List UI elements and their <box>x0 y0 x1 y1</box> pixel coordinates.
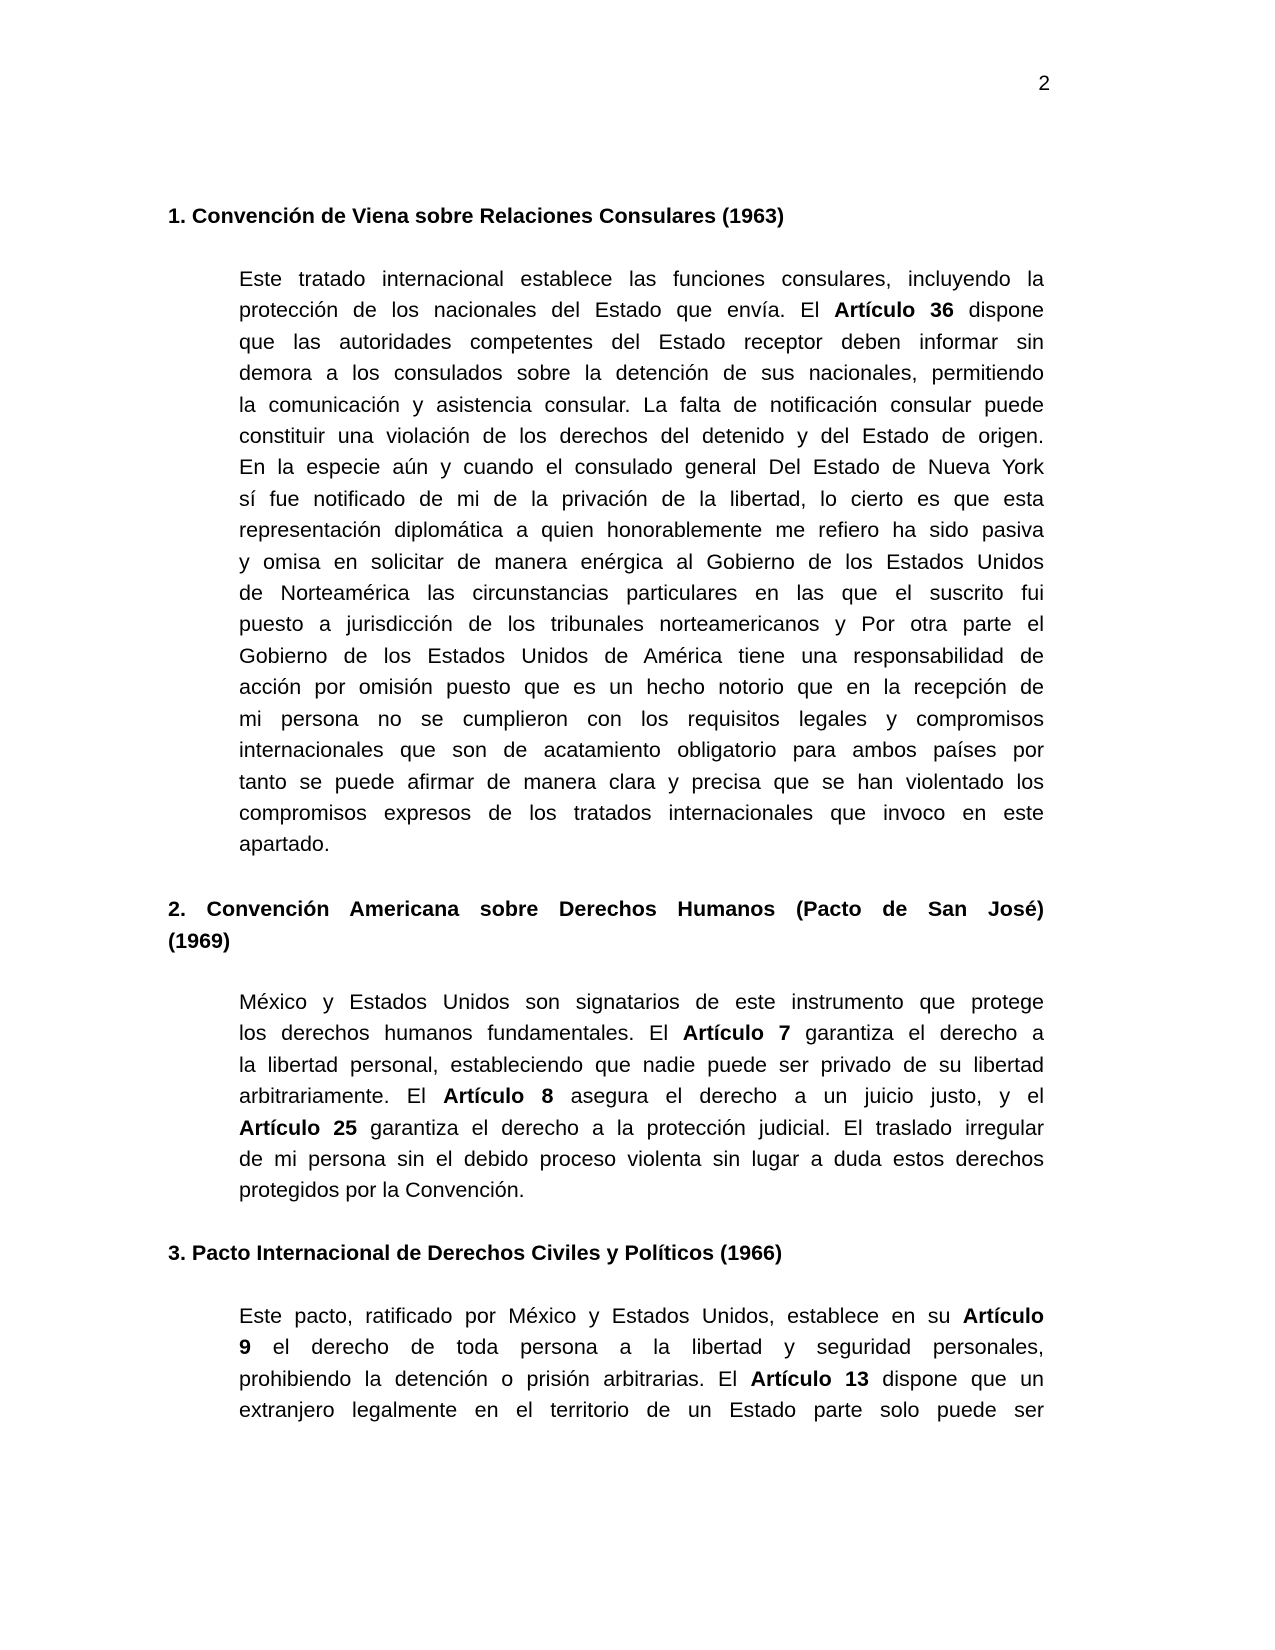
article-reference: Artículo 13 <box>750 1366 869 1391</box>
text-line: acción por omisión puesto que es un hecho notorio que en la recepción de <box>239 675 1044 700</box>
text-line: mi persona no se cumplieron con los requisitos legales y compromisos <box>239 706 1044 731</box>
text-line: Este tratado internacional establece las funciones consulares, incluyendo la <box>239 267 1044 291</box>
text-line: la libertad personal, estableciendo que nadie puede ser privado de su libertad <box>239 1052 1044 1077</box>
text-line: arbitrariamente. El Artículo 8 asegura el derecho a un juicio justo, y el <box>239 1084 1044 1109</box>
text-line: prohibiendo la detención o prisión arbitrarias. El Artículo 13 dispone que un <box>239 1366 1044 1391</box>
text-line: tanto se puede afirmar de manera clara y precisa que se han violentado los <box>239 769 1044 794</box>
text-line: la comunicación y asistencia consular. La falta de notificación consular puede <box>239 392 1044 417</box>
page-number: 2 <box>1038 72 1050 95</box>
text-line: puesto a jurisdicción de los tribunales norteamericanos y Por otra parte el <box>239 612 1044 637</box>
heading-line: (1969) <box>168 928 231 953</box>
text-line: protegidos por la Convención. <box>239 1178 525 1203</box>
heading-line: 2. Convención Americana sobre Derechos Humanos (Pacto de San José) <box>168 897 1044 921</box>
text-line: extranjero legalmente en el territorio de un Estado parte solo puede ser <box>239 1398 1044 1423</box>
text-line: de Norteamérica las circunstancias particulares en las que el suscrito fui <box>239 581 1044 606</box>
text-line: de mi persona sin el debido proceso violenta sin lugar a duda estos derechos <box>239 1147 1044 1172</box>
text-line: México y Estados Unidos son signatarios de este instrumento que protege <box>239 990 1044 1014</box>
article-reference: Artículo 36 <box>834 298 954 323</box>
section-2-paragraph <box>239 987 1044 1207</box>
text-line: demora a los consulados sobre la detención de sus nacionales, permitiendo <box>239 361 1044 386</box>
text-line: En la especie aún y cuando el consulado general Del Estado de Nueva York <box>239 455 1044 480</box>
article-reference: Artículo 25 <box>239 1115 358 1140</box>
article-reference: Artículo 7 <box>682 1021 791 1046</box>
text-line: sí fue notificado de mi de la privación de la libertad, lo cierto es que esta <box>239 486 1044 511</box>
text-line: que las autoridades competentes del Estado receptor deben informar sin <box>239 329 1044 354</box>
article-reference: Artículo <box>962 1304 1044 1328</box>
text-line: y omisa en solicitar de manera enérgica al Gobierno de los Estados Unidos <box>239 549 1044 574</box>
article-reference: 9 <box>239 1335 251 1360</box>
text-line: Este pacto, ratificado por México y Estados Unidos, establece en su Artículo <box>239 1304 1044 1328</box>
text-line: apartado. <box>239 832 330 857</box>
section-2-heading <box>168 894 1044 957</box>
section-1-heading: 1. Convención de Viena sobre Relaciones Consulares (1963) <box>168 204 785 228</box>
article-reference: Artículo 8 <box>443 1084 554 1109</box>
text-line: constituir una violación de los derechos del detenido y del Estado de origen. <box>239 424 1044 449</box>
text-line: Artículo 25 garantiza el derecho a la protección judicial. El traslado irregular <box>239 1115 1044 1140</box>
text-line: 9 el derecho de toda persona a la libertad y seguridad personales, <box>239 1335 1044 1360</box>
text-line: compromisos expresos de los tratados internacionales que invoco en este <box>239 800 1044 825</box>
text-line: representación diplomática a quien honorablemente me refiero ha sido pasiva <box>239 518 1044 543</box>
section-3-paragraph <box>239 1301 1044 1427</box>
section-3-heading: 3. Pacto Internacional de Derechos Civiles y Políticos (1966) <box>168 1241 783 1265</box>
section-1-paragraph <box>239 264 1044 861</box>
text-line: protección de los nacionales del Estado que envía. El Artículo 36 dispone <box>239 298 1044 323</box>
text-line: Gobierno de los Estados Unidos de América tiene una responsabilidad de <box>239 643 1044 668</box>
text-line: internacionales que son de acatamiento obligatorio para ambos países por <box>239 738 1044 763</box>
text-line: los derechos humanos fundamentales. El Artículo 7 garantiza el derecho a <box>239 1021 1044 1046</box>
